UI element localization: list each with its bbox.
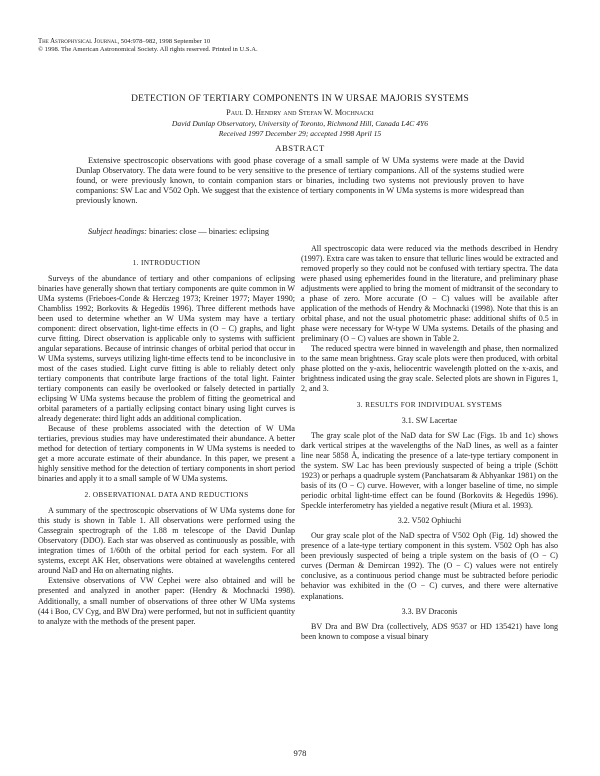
abstract-heading: ABSTRACT bbox=[275, 143, 325, 153]
paper-title: DETECTION OF TERTIARY COMPONENTS IN W URSAE MAJORIS SYSTEMS bbox=[131, 94, 469, 104]
journal-header bbox=[38, 38, 258, 54]
paragraph: The reduced spectra were binned in wavelength and phase, then normalized to the same mean brightness. Gray scale plots were then produced, with orbital phase plotted on the y-axis, heliocentric wavelength plotted on the x-axis, and brightness indicated using the gray scale. Selected plots are shown in Figures 1, 2, and 3. bbox=[301, 344, 558, 394]
section-heading-observations: 2. OBSERVATIONAL DATA AND REDUCTIONS bbox=[84, 490, 249, 500]
subsection-heading-sw-lac: 3.1. SW Lacertae bbox=[401, 416, 458, 426]
paragraph: Our gray scale plot of the NaD spectra of V502 Oph (Fig. 1d) showed the presence of a late-type tertiary component in this system. V502 Oph has also been previously suspected of being a triple system on the basis of (O − C) curves (Derman & Demircan 1992). The (O − C) values were not entirely conclusive, as a continuous period change must be subtracted before periodic behavior was exhibited in the (O − C) curves, and there were alternative explanations. bbox=[301, 531, 558, 601]
paragraph: Extensive observations of VW Cephei were also obtained and will be presented and analyzed in another paper: (Hendry & Mochnacki 1998). Additionally, a small number of observations of three other W UMa systems (44 i Boo, CV Cyg, and BW Dra) were performed, but not in sufficient quantity to analyze with the methods of the present paper. bbox=[38, 576, 295, 626]
journal-name: The Astrophysical Journal bbox=[38, 38, 118, 45]
subject-headings-text: binaries: close — binaries: eclipsing bbox=[146, 227, 270, 236]
paragraph: All spectroscopic data were reduced via the methods described in Hendry (1997). Extra care was taken to ensure that telluric lines would be extracted and removed properly so they could not be confused with tertiary spectra. The data were phased using ephemerides found in the literature, and preliminary phase adjustments were applied to bring the moment of midtransit of the secondary to a phase of zero. More accurate (O − C) values will be available after application of the methods of Hendry & Mochnacki (1998). Note that this is an orbital phase, and not the usual photometric phase: additional shifts of 0.5 in phase were necessary for W-type W UMa systems. Details of the phasing and preliminary (O − C) values are shown in Table 2. bbox=[301, 244, 558, 344]
author-list: Paul D. Hendry and Stefan W. Mochnacki bbox=[226, 108, 374, 117]
section-heading-results: 3. RESULTS FOR INDIVIDUAL SYSTEMS bbox=[356, 400, 503, 410]
subject-headings bbox=[76, 227, 536, 237]
section-heading-introduction: 1. INTRODUCTION bbox=[132, 258, 201, 267]
paragraph: Because of these problems associated with the detection of W UMa tertiaries, previous studies may have underestimated their abundance. A better method for detection of tertiary components in W UMa systems is needed to get a more accurate estimate of their abundance. In this paper, we present a highly sensitive method for the detection of tertiary components in short period binaries and apply it to a small sample of W UMa systems. bbox=[38, 424, 295, 484]
affiliation: David Dunlap Observatory, University of Toronto, Richmond Hill, Canada L4C 4Y6 bbox=[171, 119, 429, 128]
journal-citation bbox=[38, 38, 258, 46]
received-dates: Received 1997 December 29; accepted 1998 April 15 bbox=[218, 129, 382, 138]
subsection-heading-bv-dra: 3.3. BV Draconis bbox=[401, 606, 458, 616]
paragraph: Surveys of the abundance of tertiary and other companions of eclipsing binaries have generally shown that tertiary components are quite common in W UMa systems (Frieboes-Conde & Herczeg 1973; Kreiner 1977; Mayer 1990; Chambliss 1992; Borkovits & Hegedüs 1996). Three different methods have been used to determine whether an W UMa system may have a tertiary component: direct observation, light-time effects in (O − C) graphs, and light curve fitting. Direct observation is applicable only to systems with sufficient angular separations. Because of intrinsic changes of orbital period that occur in W UMa systems, surveys utilizing light-time effects tend to be inconclusive in most of the cases studied. Light curve fitting is able to reliably detect only tertiary components that contribute large fractions of the total light. Fainter tertiary components can easily be overlooked or falsely detected in partially eclipsing W UMa systems because the problem of fitting the geometrical and orbital parameters of a partially eclipsing contact binary using light curves is already degenerate: third light adds an additional complication. bbox=[38, 274, 295, 424]
subject-headings-label: Subject headings: bbox=[88, 227, 147, 236]
paragraph: BV Dra and BW Dra (collectively, ADS 9537 or HD 135421) have long been known to compose a visual binary bbox=[301, 621, 558, 641]
left-column bbox=[38, 252, 295, 627]
journal-volume: , 504:978–982, 1998 September 10 bbox=[117, 38, 211, 45]
right-column bbox=[301, 244, 558, 642]
copyright-line: © 1998. The American Astronomical Society. All rights reserved. Printed in U.S.A. bbox=[38, 46, 258, 53]
abstract-text: Extensive spectroscopic observations with good phase coverage of a small sample of W UMa systems were made at the David Dunlap Observatory. The data were found to be very sensitive to the presence of tertiary companions. All of the systems studied were found, or were previously known, to contain companion stars or binaries, including two systems not previously proven to have companions: SW Lac and V502 Oph. We suggest that the existence of tertiary components in W UMa systems is more widespread than previously known. bbox=[76, 156, 524, 206]
page-number: 978 bbox=[293, 748, 307, 758]
subsection-heading-v502-oph: 3.2. V502 Ophiuchi bbox=[397, 516, 462, 526]
paragraph: A summary of the spectroscopic observations of W UMa systems done for this study is shown in Table 1. All observations were performed using the Cassegrain spectrograph of the 1.88 m telescope of the David Dunlap Observatory (DDO). Each star was observed as continuously as possible, with integration times of 1/60th of the orbital period for each system. For all systems, except AK Her, observations were obtained at wavelengths centered around NaD and Hα on alternating nights. bbox=[38, 506, 295, 576]
paragraph: The gray scale plot of the NaD data for SW Lac (Figs. 1b and 1c) shows dark vertical stripes at the wavelengths of the NaD lines, as well as a fainter line near 5858 Å, indicating the presence of a late-type tertiary component in the system. SW Lac has been previously suspected of being a triple (Schött 1923) or perhaps a quadruple system (Panchatsaram & Abhyankar 1981) on the basis of its (O − C) curve. However, with a longer baseline of time, no simple periodic orbital light-time effect can be found (Borkovits & Hegedüs 1996). Speckle interferometry has yielded a negative result (Miura et al. 1993). bbox=[301, 431, 558, 511]
